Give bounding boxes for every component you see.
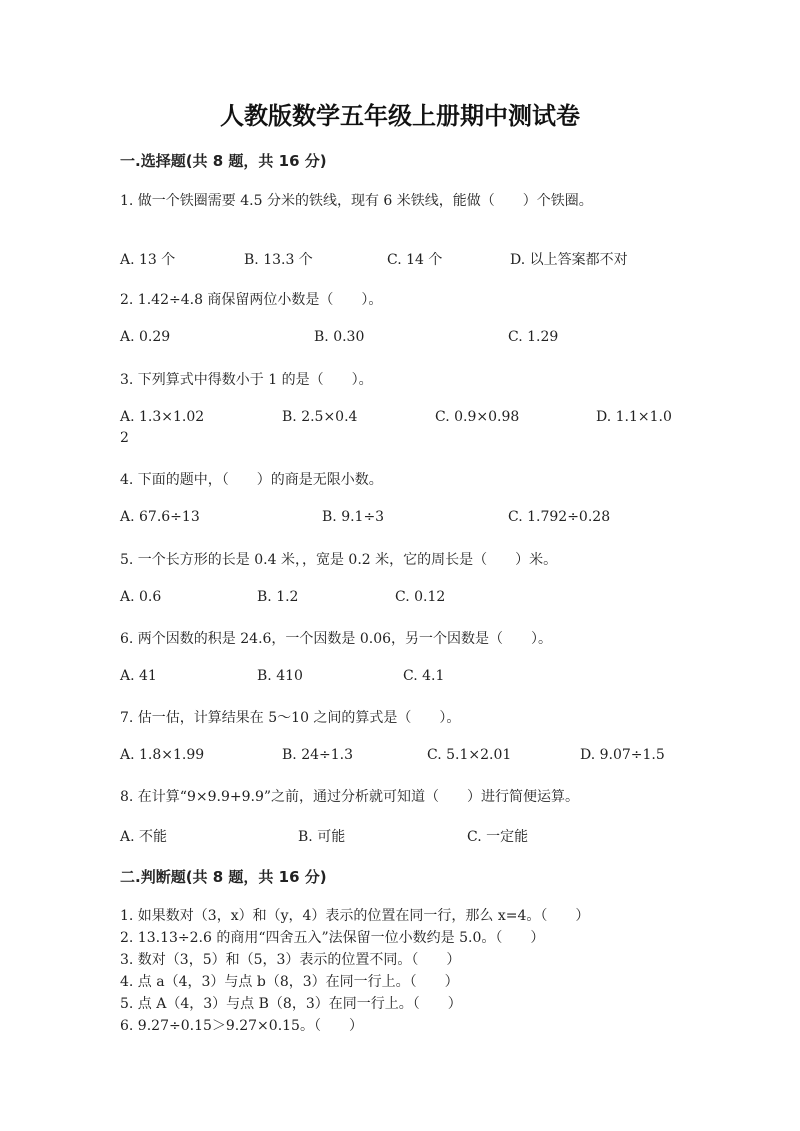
q5-option-b: B. 1.2 <box>257 589 299 605</box>
question-2: 2. 1.42÷4.8 商保留两位小数是（ ）。 <box>120 292 383 308</box>
q5-option-a: A. 0.6 <box>120 589 162 605</box>
q8-option-b: B. 可能 <box>298 829 346 845</box>
question-5: 5. 一个长方形的长是 0.4 米，，宽是 0.2 米，它的周长是（ ）米。 <box>120 552 558 568</box>
q3-option-d-overflow: 2 <box>120 430 129 446</box>
judgement-2: 2. 13.13÷2.6 的商用“四舍五入”法保留一位小数约是 5.0。（ ） <box>120 930 545 946</box>
q6-option-b: B. 410 <box>257 668 303 684</box>
question-1: 1. 做一个铁圈需要 4.5 分米的铁线，现有 6 米铁线，能做（ ）个铁圈。 <box>120 193 593 209</box>
q1-option-a: A. 13 个 <box>120 252 176 268</box>
q1-option-c: C. 14 个 <box>387 252 443 268</box>
judgement-6: 6. 9.27÷0.15＞9.27×0.15。（ ） <box>120 1018 363 1034</box>
q7-option-c: C. 5.1×2.01 <box>427 747 512 763</box>
judgement-4: 4. 点 a（4，3）与点 b（8，3）在同一行上。（ ） <box>120 974 459 990</box>
question-8: 8. 在计算“9×9.9+9.9”之前，通过分析就可知道（ ）进行简便运算。 <box>120 789 580 805</box>
q3-option-c: C. 0.9×0.98 <box>435 409 520 425</box>
q2-option-a: A. 0.29 <box>120 329 171 345</box>
page-title: 人教版数学五年级上册期中测试卷 <box>220 102 580 130</box>
q3-option-b: B. 2.5×0.4 <box>282 409 358 425</box>
q1-option-d: D. 以上答案都不对 <box>510 252 628 268</box>
q5-option-c: C. 0.12 <box>395 589 446 605</box>
section-heading-judgement: 二.判断题(共 8 题，共 16 分) <box>120 868 327 886</box>
q3-option-d: D. 1.1×1.0 <box>596 409 672 425</box>
q7-option-b: B. 24÷1.3 <box>282 747 353 763</box>
question-4: 4. 下面的题中，（ ）的商是无限小数。 <box>120 472 383 488</box>
q7-option-a: A. 1.8×1.99 <box>120 747 205 763</box>
q1-option-b: B. 13.3 个 <box>244 252 313 268</box>
question-7: 7. 估一估，计算结果在 5～10 之间的算式是（ ）。 <box>120 710 461 726</box>
question-3: 3. 下列算式中得数小于 1 的是（ ）。 <box>120 372 373 388</box>
q3-option-a: A. 1.3×1.02 <box>120 409 205 425</box>
q2-option-b: B. 0.30 <box>314 329 365 345</box>
q4-option-c: C. 1.792÷0.28 <box>508 509 611 525</box>
q4-option-a: A. 67.6÷13 <box>120 509 200 525</box>
q6-option-a: A. 41 <box>120 668 157 684</box>
q6-option-c: C. 4.1 <box>403 668 445 684</box>
section-heading-choice: 一.选择题(共 8 题，共 16 分) <box>120 152 327 170</box>
q7-option-d: D. 9.07÷1.5 <box>580 747 665 763</box>
question-6: 6. 两个因数的积是 24.6，一个因数是 0.06，另一个因数是（ ）。 <box>120 631 553 647</box>
judgement-3: 3. 数对（3，5）和（5，3）表示的位置不同。（ ） <box>120 952 461 968</box>
q8-option-a: A. 不能 <box>120 829 168 845</box>
judgement-5: 5. 点 A（4，3）与点 B（8，3）在同一行上。（ ） <box>120 996 462 1012</box>
q8-option-c: C. 一定能 <box>467 829 529 845</box>
judgement-1: 1. 如果数对（3，x）和（y，4）表示的位置在同一行，那么 x=4。（ ） <box>120 908 590 924</box>
q2-option-c: C. 1.29 <box>508 329 559 345</box>
q4-option-b: B. 9.1÷3 <box>322 509 385 525</box>
